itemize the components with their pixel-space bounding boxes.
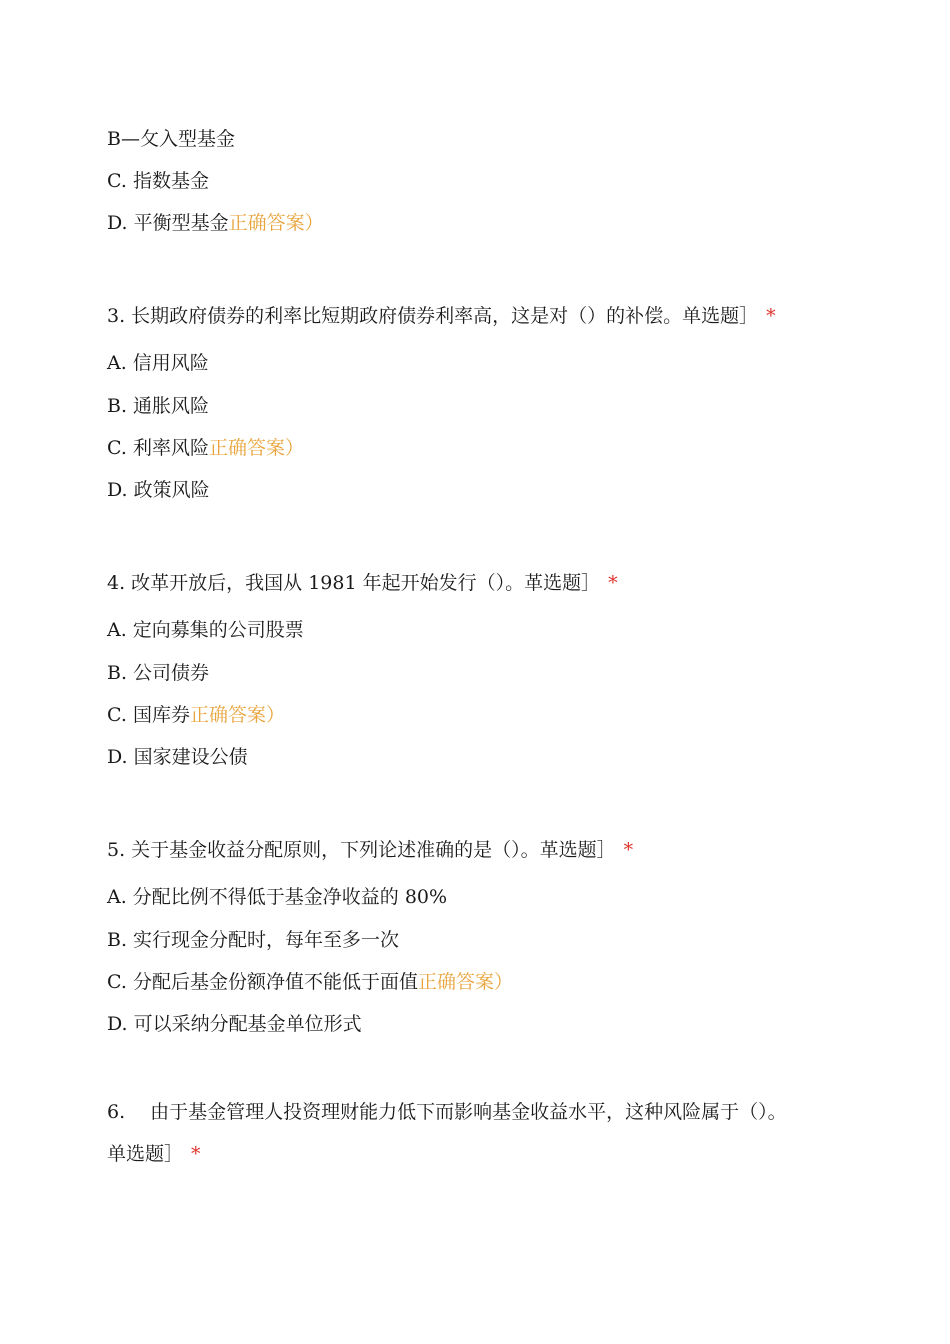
q5-correct-answer-tag: 正确答案） xyxy=(417,971,513,993)
q2-option-b-text: B—攵入型基金 xyxy=(107,128,235,150)
q6-question xyxy=(107,1100,787,1124)
q2-option-c xyxy=(107,169,209,193)
q4-option-a xyxy=(107,618,304,642)
q4-option-b-text: B. 公司债券 xyxy=(107,662,210,684)
q6-question-cont xyxy=(107,1142,201,1166)
q5-question xyxy=(107,838,633,862)
q5-option-b xyxy=(107,928,399,952)
q6-question-cont-text: 单选题］ xyxy=(107,1143,184,1165)
q4-question-text: 4. 改革开放后，我国从 1981 年起开始发行（）。革选题］ xyxy=(107,572,601,594)
q5-question-text: 5. 关于基金收益分配原则，下列论述准确的是（）。革选题］ xyxy=(107,839,616,861)
q4-question xyxy=(107,571,618,595)
q2-option-d-text: D. 平衡型基金 xyxy=(107,212,229,234)
q3-option-d-text: D. 政策风险 xyxy=(107,479,210,501)
q6-question-text: 6. 由于基金管理人投资理财能力低下而影响基金收益水平，这种风险属于（）。 xyxy=(107,1101,787,1123)
q5-option-d-text: D. 可以采纳分配基金单位形式 xyxy=(107,1013,362,1035)
q4-option-a-text: A. 定向募集的公司股票 xyxy=(107,619,304,641)
q5-required-mark: * xyxy=(623,839,634,861)
q4-option-d-text: D. 国家建设公债 xyxy=(107,746,248,768)
q3-correct-answer-tag: 正确答案） xyxy=(208,437,304,459)
q3-question-text: 3. 长期政府债券的利率比短期政府债券利率高，这是对（）的补偿。单选题］ xyxy=(107,305,759,327)
q2-option-b xyxy=(107,127,235,151)
q5-option-a-text: A. 分配比例不得低于基金净收益的 80% xyxy=(107,886,448,908)
q5-option-b-text: B. 实行现金分配时，每年至多一次 xyxy=(107,929,400,951)
q2-option-d xyxy=(107,211,324,235)
q2-option-c-text: C. 指数基金 xyxy=(107,170,209,192)
q3-option-b xyxy=(107,394,209,418)
q3-option-d xyxy=(107,478,210,502)
q4-option-d xyxy=(107,745,248,769)
q2-correct-answer-tag: 正确答案） xyxy=(228,212,324,234)
q5-option-a xyxy=(107,885,447,909)
q5-option-d xyxy=(107,1012,362,1036)
q3-option-a-text: A. 信用风险 xyxy=(107,352,209,374)
q4-option-b xyxy=(107,661,209,685)
q5-option-c-text: C. 分配后基金份额净值不能低于面值 xyxy=(107,971,418,993)
q5-option-c xyxy=(107,970,513,994)
q6-required-mark: * xyxy=(191,1143,201,1165)
q4-option-c-text: C. 国库券 xyxy=(107,704,190,726)
q3-option-a xyxy=(107,351,209,375)
q4-required-mark: * xyxy=(608,572,618,594)
q3-required-mark: * xyxy=(766,305,776,327)
q3-option-b-text: B. 通胀风险 xyxy=(107,395,210,417)
q4-correct-answer-tag: 正确答案） xyxy=(189,704,285,726)
q3-option-c-text: C. 利率风险 xyxy=(107,437,209,459)
q4-option-c xyxy=(107,703,285,727)
q3-option-c xyxy=(107,436,304,460)
q3-question xyxy=(107,304,776,328)
